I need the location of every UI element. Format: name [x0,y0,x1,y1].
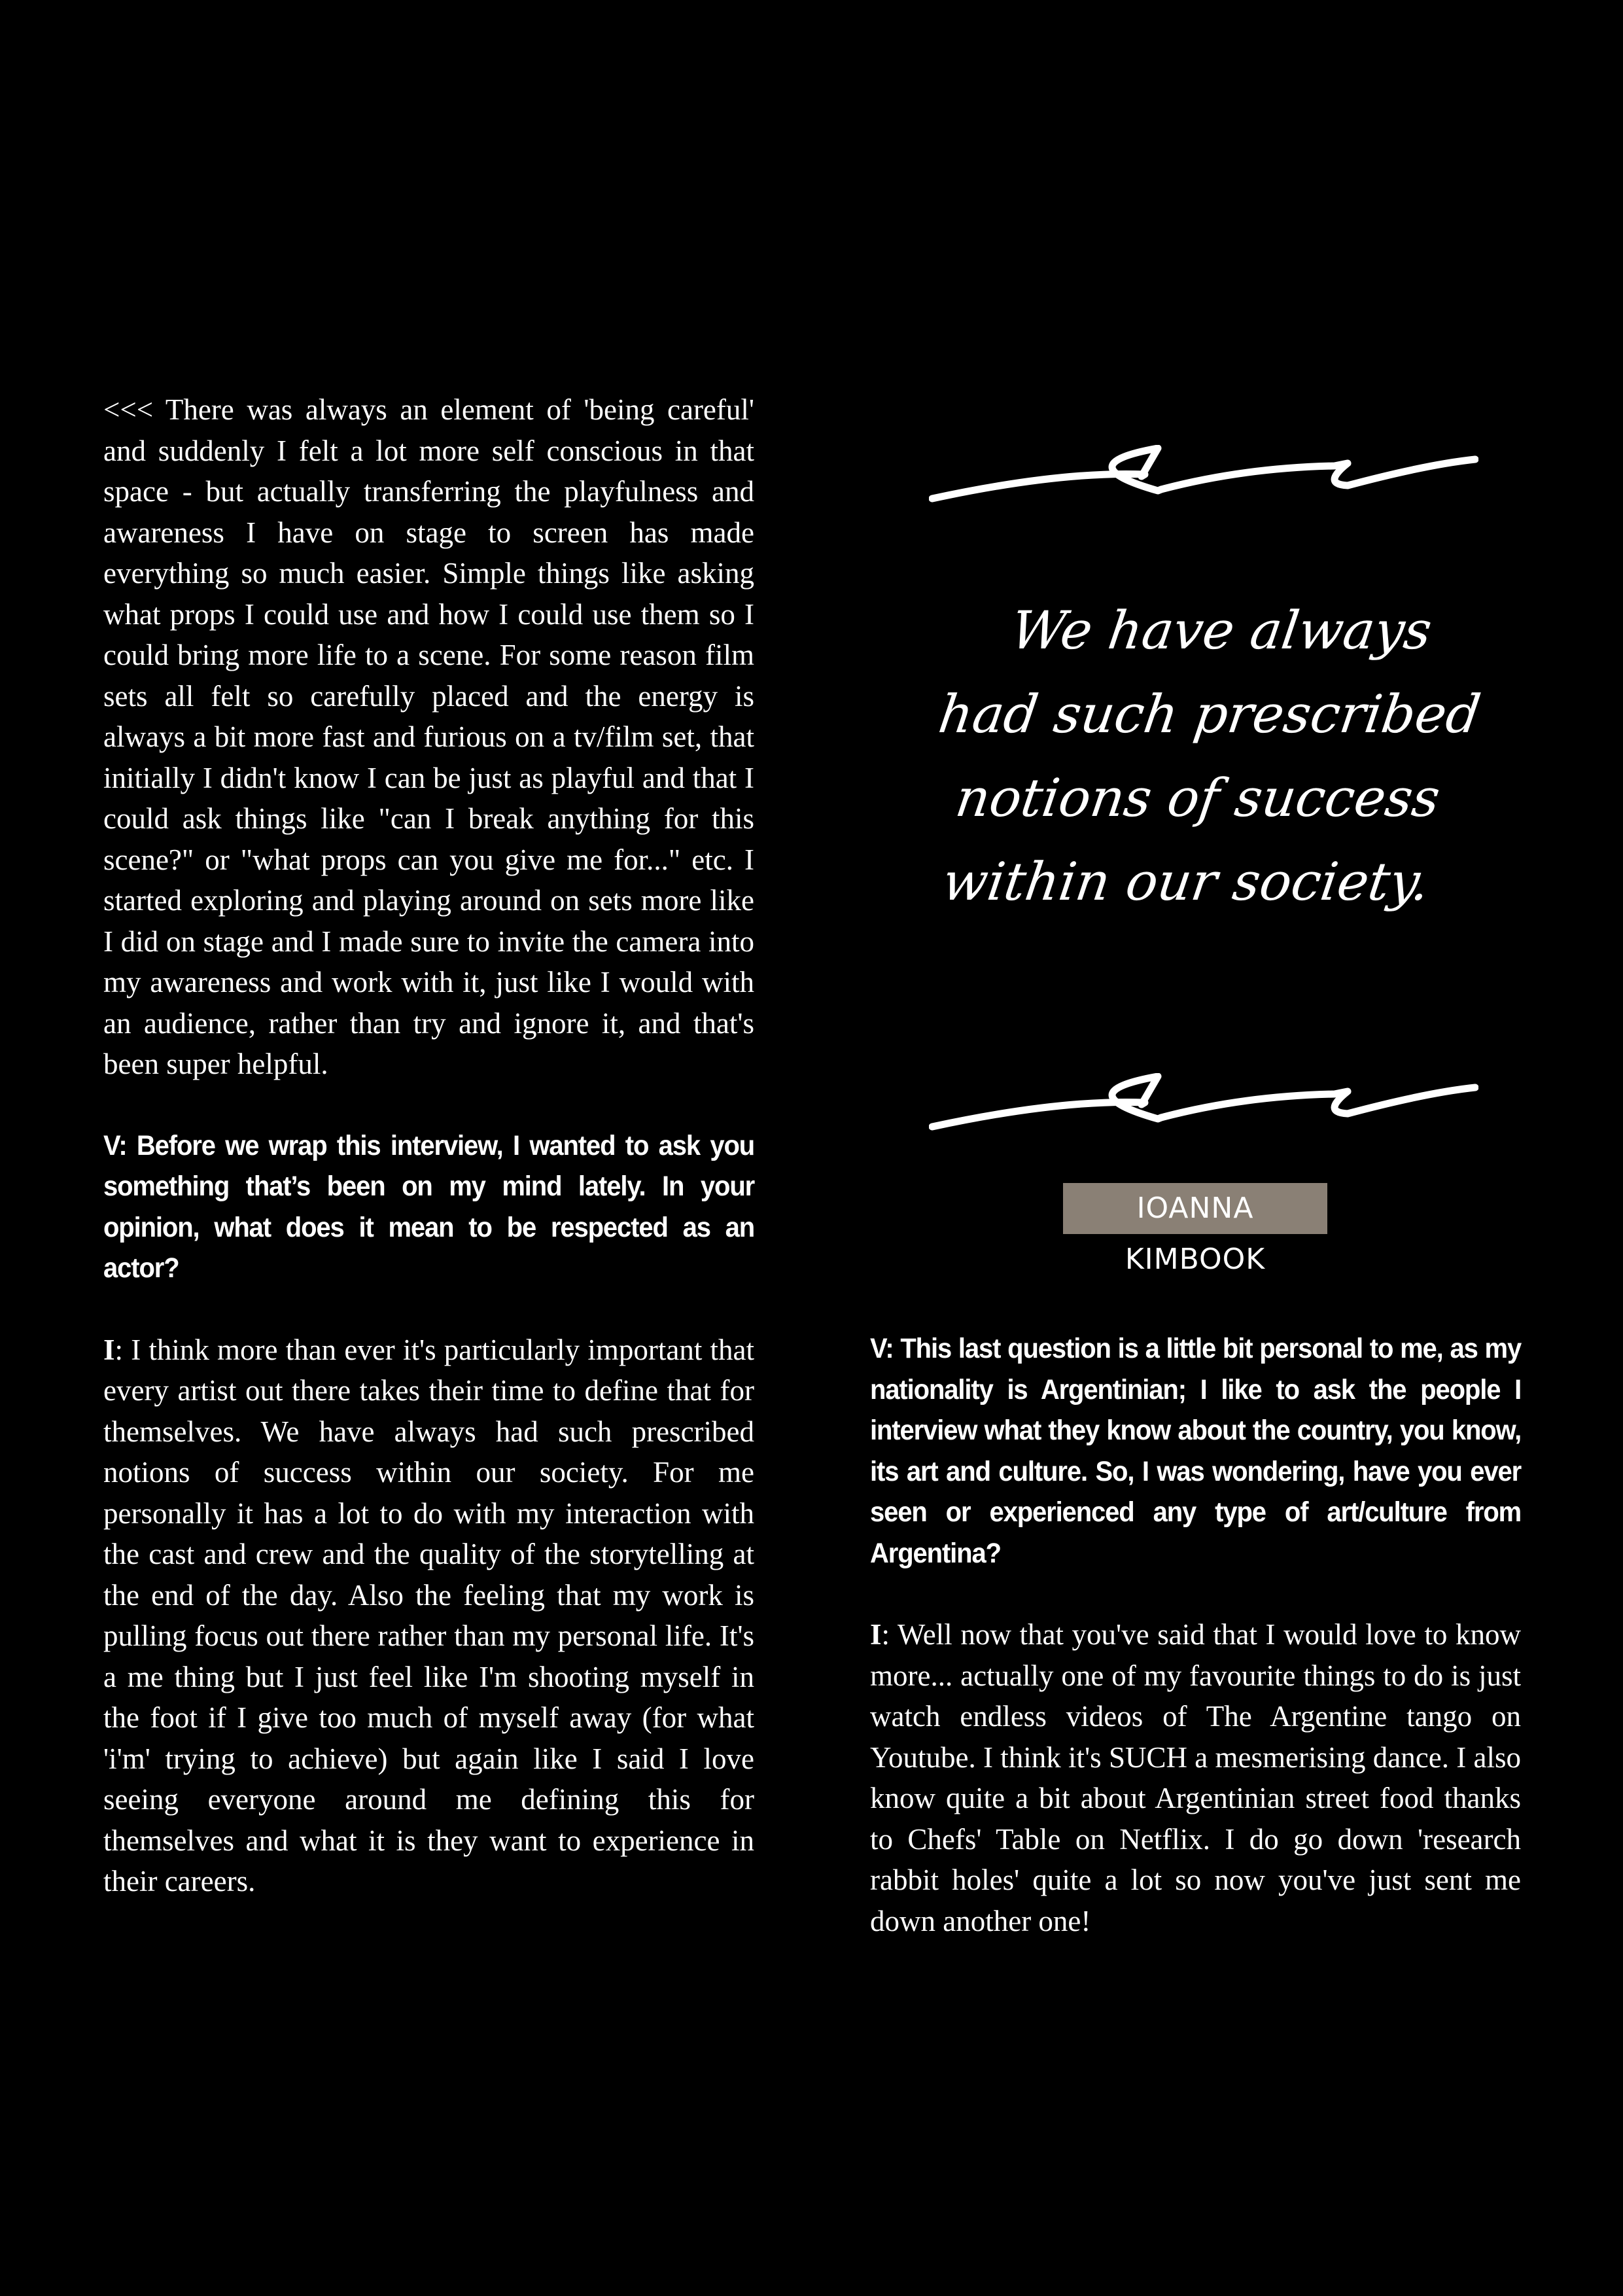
spacer [870,1574,1521,1614]
pull-quote-line: within our society. [939,851,1433,912]
pull-quote-line: had such prescribed [935,684,1484,745]
zigzag-divider-bottom-icon [929,1073,1478,1132]
pull-quote-line: We have always [1007,600,1436,661]
quote-author-badge: IOANNA KIMBOOK [1063,1183,1327,1234]
spacer [103,1289,754,1330]
speaker-label: I [103,1333,115,1366]
zigzag-divider-top-icon [929,445,1478,504]
pull-quote-text [905,589,1502,924]
left-column [103,389,754,1902]
pull-quote-line: notions of success [952,768,1444,828]
spacer [103,1085,754,1125]
answer-paragraph-respected-actor [103,1330,754,1902]
answer-paragraph-argentina [870,1614,1521,1941]
pull-quote [929,445,1484,1243]
speaker-label: I [870,1618,882,1651]
interview-question-argentina: V: This last question is a little bit personal to me, as my nationality is Argentinian; I like to ask the people I interview what they know about the country, you know, its art and culture. So, I was wondering, have you ever seen or experienced any type of art/culture from Argentina? [870,1333,1522,1569]
interview-question-respected-actor: V: Before we wrap this interview, I wanted to ask you something that’s been on my mind lately. In your opinion, what does it mean to be respected as an actor? [103,1129,755,1284]
answer-text: : I think more than ever it's particularly important that every artist out there takes their time to define that for themselves. We have always had such prescribed notions of success within our society. For me personally it has a lot to do with my interaction with the cast and crew and the quality of the storytelling at the end of the day. Also the feeling that my work is pulling focus out there rather than my personal life. It's a me thing but I just feel like I'm shooting myself in the foot if I give too much of myself away (for what 'i'm' trying to achieve) but again like I said I love seeing everyone around me defining this for themselves and what it is they want to experience in their careers. [103,1333,754,1898]
right-column [870,1328,1521,1941]
answer-text: : Well now that you've said that I would love to know more... actually one of my favourite things to do is just watch endless videos of The Argentine tango on Youtube. I think it's SUCH a mesmerising dance. I also know quite a bit about Argentinian street food thanks to Chefs' Table on Netflix. I do go down 'research rabbit holes' quite a lot so now you've just sent me down another one! [870,1618,1521,1937]
answer-paragraph-continued: <<< There was always an element of 'being careful' and suddenly I felt a lot more self conscious in that space - but actually transferring the playfulness and awareness I have on stage to screen has made everything so much easier. Simple things like asking what props I could use and how I could use them so I could bring more life to a scene. For some reason film sets all felt so carefully placed and the energy is always a bit more fast and furious on a tv/film set, that initially I didn't know I can be just as playful and that I could ask things like "can I break anything for this scene?" or "what props can you give me for..." etc. I started exploring and playing around on sets more like I did on stage and I made sure to invite the camera into my awareness and work with it, just like I would with an audience, rather than try and ignore it, and that's been super helpful. [103,393,754,1080]
